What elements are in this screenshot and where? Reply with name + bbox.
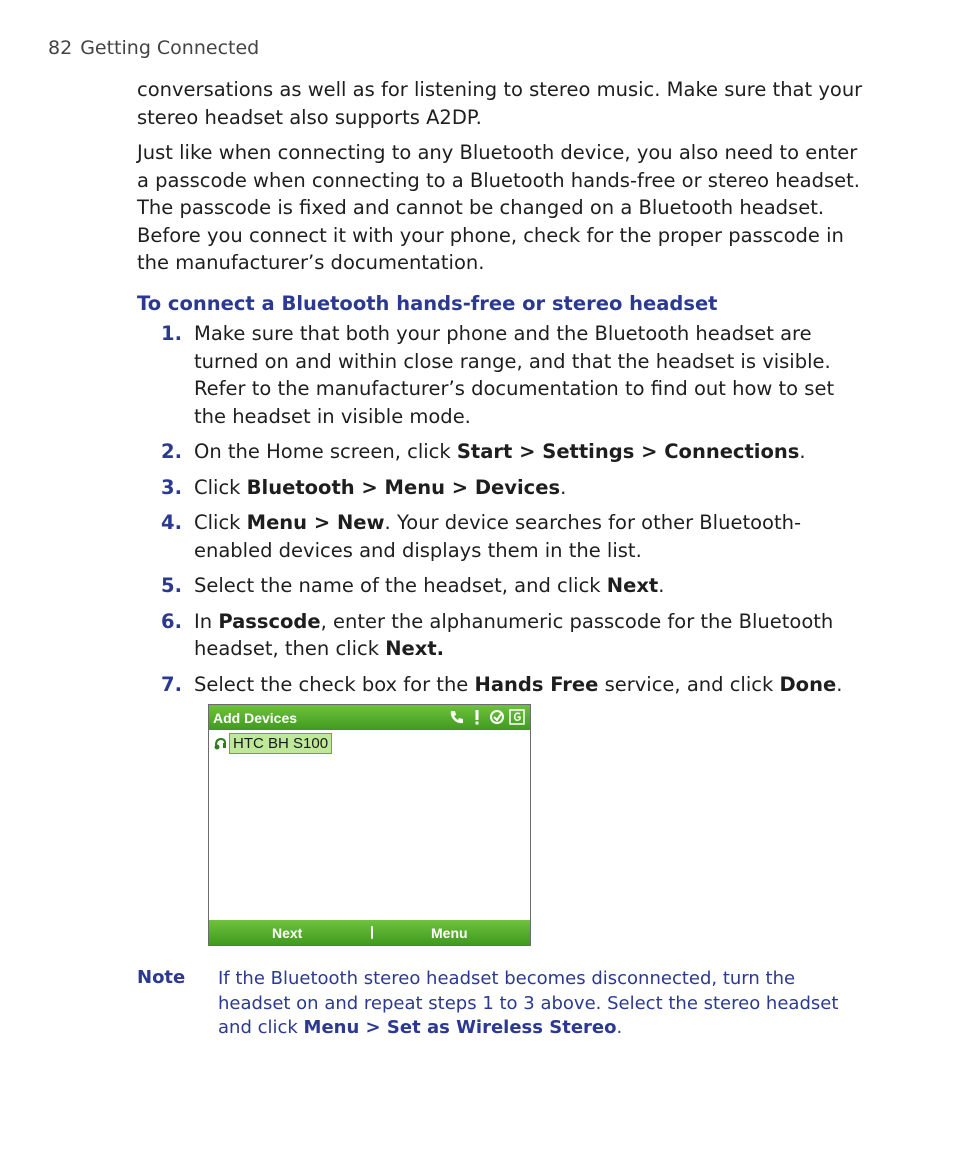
paragraph-passcode: Just like when connecting to any Bluetooth device, you also need to enter a passcode when connecting to a Bluetooth hands-free or stereo headset. The passcode is fixed and cannot be changed on a Bluetooth headset. Before you connect it with your phone, check for the proper passcode in the manufacturer’s documentation. (137, 141, 860, 274)
step-command: Passcode (218, 609, 321, 633)
note-label: Note (137, 967, 186, 988)
step-text: . (658, 574, 665, 597)
step-command: Next. (385, 637, 445, 660)
step-command: Start > Settings > Connections (456, 440, 800, 463)
paragraph-continuation: conversations as well as for listening to stereo music. Make sure that your stereo headset also supports A2DP. (137, 78, 863, 129)
procedure-title: To connect a Bluetooth hands-free or stereo headset (137, 292, 718, 315)
step-text: . (560, 475, 567, 499)
step-7 (137, 671, 867, 699)
softkey-bar (209, 920, 530, 945)
step-5 (137, 572, 867, 600)
step-command: Next (606, 574, 659, 597)
phone-title-bar (209, 705, 530, 730)
step-number: 1. (161, 322, 182, 345)
note-body: If the Bluetooth stereo headset becomes disconnected, turn the headset on and repeat steps 1 to 3 above. Select the stereo headset and click (218, 968, 839, 1038)
softkey-menu[interactable]: Menu (431, 925, 468, 941)
step-text: On the Home screen, click (194, 440, 457, 463)
step-6 (137, 608, 867, 663)
note-body-end: . (616, 1017, 623, 1038)
step-number: 6. (161, 609, 182, 633)
note-text (218, 967, 858, 1041)
step-command: Menu > New (246, 511, 385, 534)
step-text: Select the check box for the (194, 672, 475, 696)
step-text: . (799, 440, 806, 463)
screen-title: Add Devices (213, 710, 298, 726)
device-list-item[interactable] (212, 733, 332, 754)
step-number: 3. (161, 475, 182, 499)
page-number: 82 (48, 37, 73, 59)
note-command: Menu > Set as Wireless Stereo (303, 1017, 617, 1038)
step-text: . (836, 672, 843, 696)
device-name[interactable]: HTC BH S100 (229, 733, 332, 754)
phone-screenshot (208, 704, 531, 946)
step-2 (137, 438, 867, 466)
phone-signal-icon[interactable] (448, 708, 466, 726)
step-text: Make sure that both your phone and the Bluetooth headset are turned on and within close range, and that the headset is visible. Refer to the manufacturer’s documentation to ﬁnd out how to set the headset in visible mode. (194, 322, 835, 428)
status-icons (448, 708, 526, 726)
step-text: Click (194, 475, 247, 499)
step-text: . Your device searches for other Bluetooth-enabled devices and displays them in the list. (194, 511, 802, 562)
headset-icon (212, 736, 228, 752)
gprs-icon[interactable] (508, 708, 526, 726)
page-header (48, 37, 259, 59)
step-text: Click (194, 511, 247, 534)
alert-icon[interactable] (468, 708, 486, 726)
step-1 (137, 320, 867, 430)
connection-icon[interactable] (488, 708, 506, 726)
step-number: 4. (161, 511, 182, 534)
step-text: In (194, 609, 219, 633)
softkey-separator (371, 926, 373, 939)
step-number: 5. (161, 574, 182, 597)
step-3 (137, 474, 867, 502)
section-title: Getting Connected (80, 37, 260, 59)
step-text: Select the name of the headset, and click (194, 574, 607, 597)
step-command: Done (779, 672, 837, 696)
step-command: Bluetooth > Menu > Devices (246, 475, 561, 499)
step-number: 7. (161, 672, 182, 696)
step-text: , enter the alphanumeric passcode for the Bluetooth headset, then click (194, 609, 834, 660)
step-text: service, and click (598, 672, 780, 696)
step-number: 2. (161, 440, 182, 463)
procedure-steps (137, 320, 867, 706)
step-command: Hands Free (474, 672, 599, 696)
softkey-next[interactable]: Next (272, 925, 303, 941)
step-4 (137, 509, 867, 564)
